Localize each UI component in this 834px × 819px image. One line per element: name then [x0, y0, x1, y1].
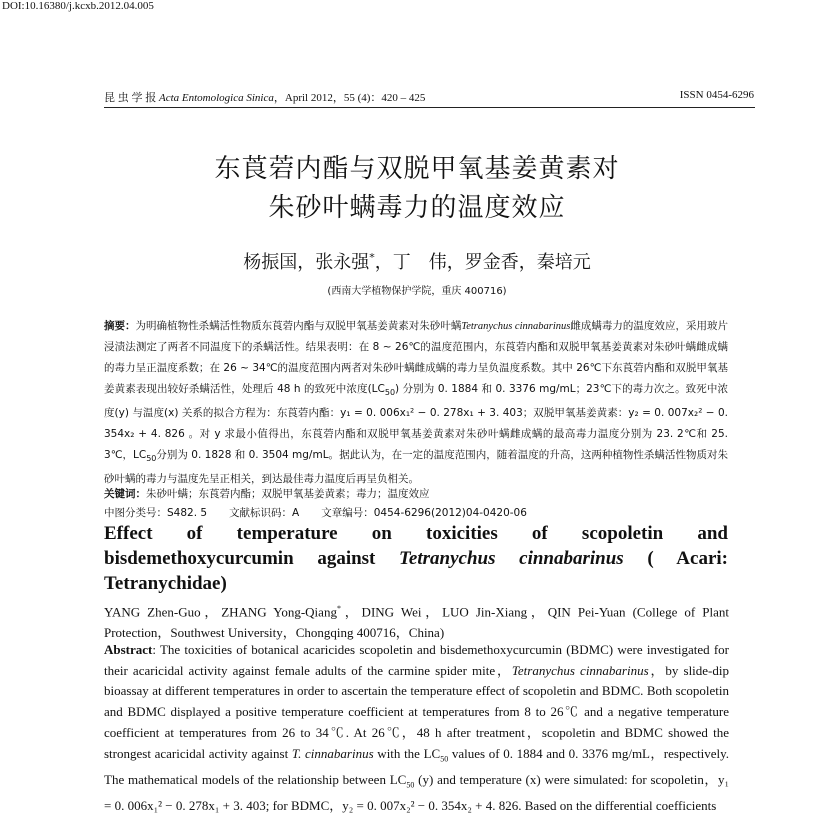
subscript: 50 — [440, 754, 449, 764]
document-code: 文献标识码：A — [229, 507, 300, 519]
abstract-cn-text: ) 分别为 0. 1884 和 0. 3376 mg/mL；23℃下的毒力次之。致死中浓度(y) 与温度(x) 关系的拟合方程为：东莨菪内酯：y — [104, 383, 728, 420]
abstract-cn-text: 。对 y 求最小值得出，东莨菪内酯和双脱甲氧基姜黄素对朱砂叶螨雌成螨的最高毒力温度分别为 23. 2℃和 25. 3℃，LC — [104, 428, 728, 462]
authors-cn-first: 杨振国，张永强 — [243, 252, 370, 273]
authors-cn — [0, 248, 834, 274]
abstract-en-text: ，by slide-dip bioassay at different temperatures in order to ascertain the temperature effect of scopoletin and BDMC. Both scopoletin and BDMC displayed a positive temperature coefficient at temperatures from 8 to 26℃ and a negative temperature coefficient at temperatures from 26 to 34℃. At 26℃，48 h after treatment，scopoletin and BDMC showed the strongest acaricidal activity against — [104, 662, 729, 761]
title-en — [104, 521, 728, 596]
abstract-en-text: : The toxicities of botanical acaricides scopoletin and bisdemethoxycurcumin (BDMC) were investigated for their acaricidal activity against female adults of the carmine spider mite， — [104, 642, 729, 678]
keywords-cn-text: 朱砂叶螨；东莨菪内酯；双脱甲氧基姜黄素；毒力；温度效应 — [146, 488, 430, 500]
subscript: 50 — [146, 454, 157, 464]
abstract-cn — [104, 316, 728, 490]
journal-en-name: Acta Entomologica Sinica — [159, 92, 274, 104]
journal-header — [104, 89, 425, 105]
clc-number: 中图分类号：S482. 5 — [104, 507, 208, 519]
title-en-species: Tetranychus cinnabarinus — [399, 548, 624, 569]
abstract-cn-text: 分别为 0. 1828 和 0. 3504 mg/mL。据此认为，在一定的温度范围内，随着温度的升高，这两种植物性杀螨活性物质对朱砂叶螨的毒力与温度先呈正相关，到达最佳毒力温度后再呈负相关。 — [104, 449, 729, 486]
title-cn-line2: 朱砂叶螨毒力的温度效应 — [268, 193, 566, 223]
keywords-cn — [104, 484, 728, 505]
title-en-line1: Effect of temperature on toxicities of scopoletin and — [104, 523, 728, 544]
authors-en-first: YANG Zhen-Guo，ZHANG Yong-Qiang — [104, 604, 337, 620]
title-cn-line1: 东莨菪内酯与双脱甲氧基姜黄素对 — [214, 154, 620, 184]
subscript: 50 — [406, 780, 415, 790]
abstract-cn-text: 雌成螨毒力的温度效应，采用玻片浸渍法测定了两者不同温度下的杀螨活性。结果表明：在 8 ~ 26℃的温度范围内，东莨菪内酯和双脱甲氧基姜黄素对朱砂叶螨雌成螨的毒力呈正温度系数；在 26 ~ 34℃的温度范围内两者对朱砂叶螨雌成螨的毒力呈负温度系数。其中 26℃下东莨菪内酯和双脱甲氧基姜黄素表现出较好杀螨活性，处理后 48 h 的致死中浓度(LC — [104, 320, 728, 395]
title-en-text: ( Acari: — [623, 548, 728, 569]
title-en-text: bisdemethoxycurcumin against — [104, 548, 400, 569]
corresponding-star: * — [369, 251, 375, 264]
abstract-en-text: (y) and temperature (x) were simulated: for scopoletin，y₁ = 0. 006x₁² − 0. 278x₁ + 3. 403; for BDMC，y₂ = 0. 007x₂² − 0. 354x₂ + 4. 826. Based on the differential coefficients — [104, 771, 730, 814]
corresponding-star: * — [336, 604, 341, 613]
issn: ISSN 0454-6296 — [679, 89, 754, 101]
journal-cn-name: 昆 虫 学 报 — [104, 92, 157, 104]
journal-issue: ，April 2012，55 (4)：420 – 425 — [273, 92, 426, 104]
doi-text: DOI:10.16380/j.kcxb.2012.04.005 — [2, 0, 154, 12]
abstract-cn-equation: ₁ = 0. 006x₁² − 0. 278x₁ + 3. 403；双脱甲氧基姜黄素：y₂ = 0. 007x₂² − 0. 354x₂ + 4. 826 — [104, 407, 728, 441]
title-en-line2 — [104, 546, 728, 571]
abstract-en-text: with the LC — [373, 745, 441, 761]
header-rule — [104, 107, 755, 108]
authors-en — [104, 599, 729, 644]
keywords-cn-label: 关键词： — [104, 488, 146, 500]
authors-en-rest: ，DING Wei，LUO Jin-Xiang，QIN Pei-Yuan (College of Plant Protection，Southwest University，Chongqing 400716，China) — [104, 604, 729, 641]
abstract-cn-text: 为明确植物性杀螨活性物质东莨菪内酯与双脱甲氧基姜黄素对朱砂叶螨 — [135, 320, 462, 332]
authors-cn-rest: ，丁 伟，罗金香，秦培元 — [374, 252, 591, 273]
title-en-line3: Tetranychidae) — [104, 573, 227, 594]
subscript: 50 — [384, 388, 396, 398]
species-name: Tetranychus cinnabarinus — [461, 321, 571, 332]
affiliation-cn: (西南大学植物保护学院，重庆 400716) — [327, 286, 507, 297]
abstract-en-text: values of 0. 1884 and 0. 3376 mg/mL，respectively. The mathematical models of the relationship between LC — [104, 745, 730, 787]
article-number: 文章编号：0454-6296(2012)04-0420-06 — [321, 507, 527, 519]
species-name: T. cinnabarinus — [291, 745, 374, 761]
abstract-en — [104, 640, 729, 817]
abstract-en-label: Abstract — [104, 642, 153, 657]
abstract-cn-label: 摘要： — [104, 320, 136, 332]
species-name: Tetranychus cinnabarinus — [511, 662, 649, 678]
